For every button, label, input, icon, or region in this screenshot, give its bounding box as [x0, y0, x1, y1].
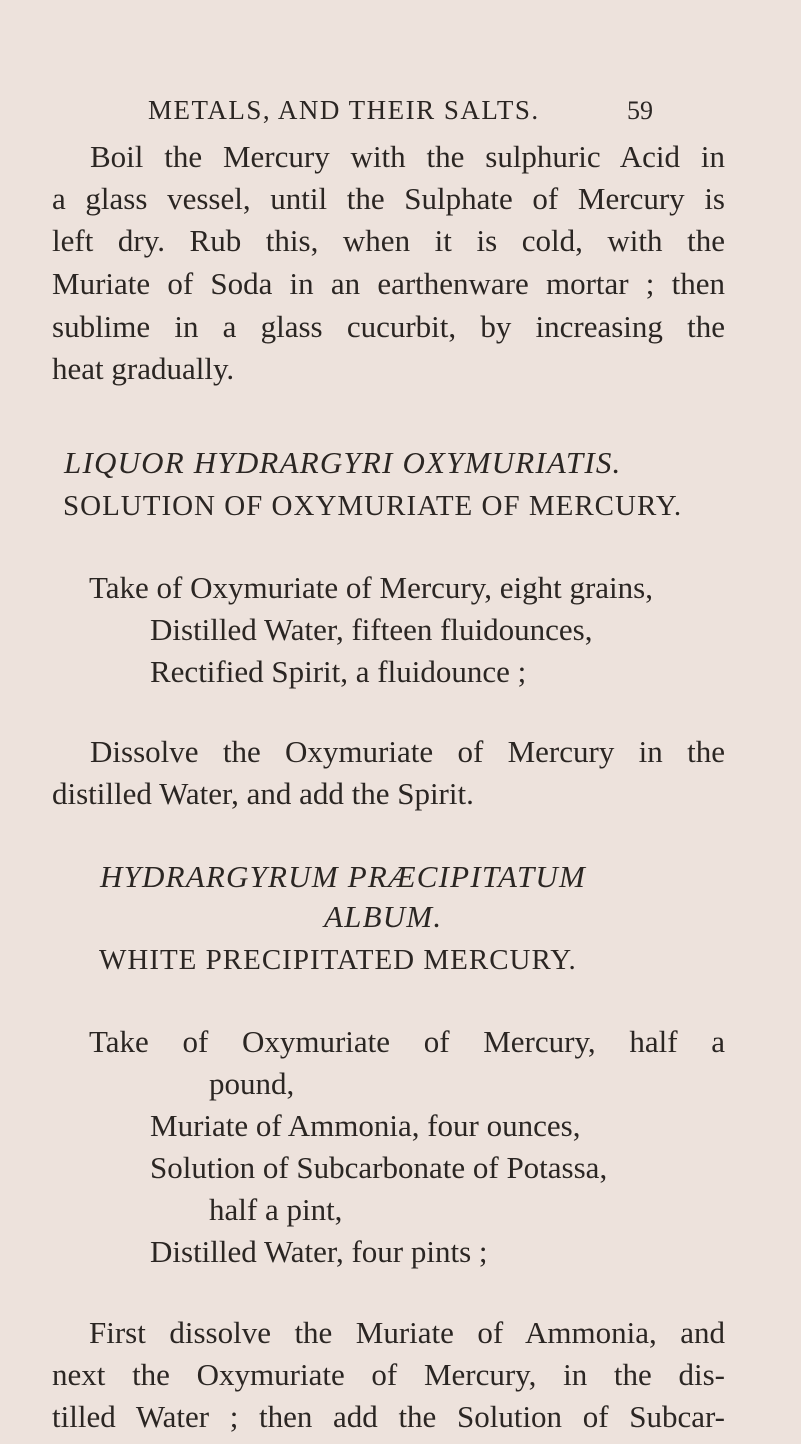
- ingredient-line: half a pint,: [209, 1192, 343, 1227]
- ingredient-line: Distilled Water, fifteen fluidounces,: [150, 612, 593, 647]
- paragraph-line: left dry. Rub this, when it is cold, with the: [52, 223, 725, 258]
- paragraph-line: tilled Water ; then add the Solution of Subcar-: [52, 1399, 725, 1434]
- ingredient-line: Take of Oxymuriate of Mercury, eight grains,: [89, 570, 653, 605]
- ingredient-line: Muriate of Ammonia, four ounces,: [150, 1108, 581, 1143]
- english-heading: WHITE PRECIPITATED MERCURY.: [99, 944, 577, 976]
- ingredient-line: pound,: [209, 1066, 295, 1101]
- paragraph-line: heat gradually.: [52, 351, 235, 386]
- paragraph-line: sublime in a glass cucurbit, by increasing the: [52, 309, 725, 344]
- english-heading: SOLUTION OF OXYMURIATE OF MERCURY.: [63, 490, 683, 522]
- paragraph-line: distilled Water, and add the Spirit.: [52, 776, 474, 811]
- ingredient-line: Distilled Water, four pints ;: [150, 1234, 488, 1269]
- paragraph-line: Muriate of Soda in an earthenware mortar ; then: [52, 266, 725, 301]
- ingredient-line: Rectified Spirit, a fluidounce ;: [150, 654, 527, 689]
- ingredient-line: Take of Oxymuriate of Mercury, half a: [89, 1024, 725, 1059]
- ingredient-line: Solution of Subcarbonate of Potassa,: [150, 1150, 608, 1185]
- paragraph-line: Boil the Mercury with the sulphuric Acid in: [90, 139, 725, 174]
- paragraph-line: next the Oxymuriate of Mercury, in the dis-: [52, 1357, 725, 1392]
- latin-heading: HYDRARGYRUM PRÆCIPITATUM: [100, 859, 587, 894]
- paragraph-line: First dissolve the Muriate of Ammonia, and: [89, 1315, 725, 1350]
- latin-heading: LIQUOR HYDRARGYRI OXYMURIATIS.: [64, 445, 622, 480]
- paragraph-line: a glass vessel, until the Sulphate of Mercury is: [52, 181, 725, 216]
- paragraph-line: Dissolve the Oxymuriate of Mercury in the: [90, 734, 725, 769]
- running-header: METALS, AND THEIR SALTS.: [148, 95, 540, 125]
- page-number: 59: [627, 96, 653, 125]
- latin-heading: ALBUM.: [324, 899, 443, 934]
